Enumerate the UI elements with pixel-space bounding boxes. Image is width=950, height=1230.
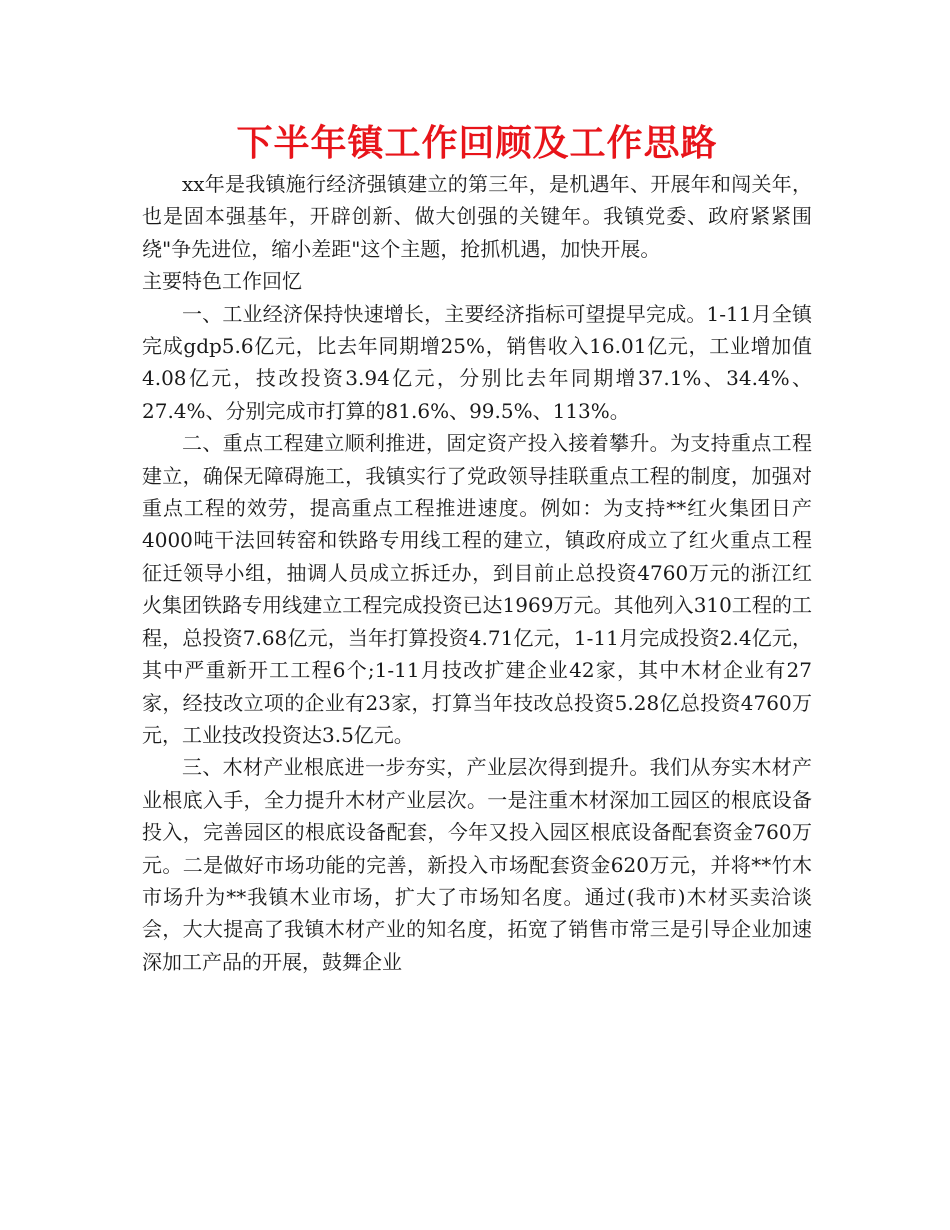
- paragraph-section-heading: 主要特色工作回忆: [142, 269, 302, 294]
- paragraph-industrial-economy: 一、工业经济保持快速增长，主要经济指标可望提早完成。1-11月全镇完成gdp5.6亿元，比去年同期增25%，销售收入16.01亿元，工业增加值4.08亿元，技改投资3.94亿元，分别比去年同期增37.1%、34.4%、27.4%、分别完成市打算的81.6%、99.5%、113%。: [142, 301, 812, 423]
- document-page: [142, 120, 812, 978]
- paragraph-intro: xx年是我镇施行经济强镇建立的第三年，是机遇年、开展年和闯关年，也是固本强基年，开辟创新、做大创强的关键年。我镇党委、政府紧紧围绕"争先进位，缩小差距"这个主题，抢抓机遇，加快开展。: [142, 172, 812, 261]
- paragraph-timber-industry: 三、木材产业根底进一步夯实，产业层次得到提升。我们从夯实木材产业根底入手，全力提升木材产业层次。一是注重木材深加工园区的根底设备投入，完善园区的根底设备配套，今年又投入园区根底设备配套资金760万元。二是做好市场功能的完善，新投入市场配套资金620万元，并将**竹木市场升为**我镇木业市场，扩大了市场知名度。通过(我市)木材买卖洽谈会，大大提高了我镇木材产业的知名度，拓宽了销售市常三是引导企业加速深加工产品的开展，鼓舞企业: [142, 755, 812, 974]
- document-title: 下半年镇工作回顾及工作思路: [236, 123, 718, 164]
- paragraph-key-projects: 二、重点工程建立顺利推进，固定资产投入接着攀升。为支持重点工程建立，确保无障碍施工，我镇实行了党政领导挂联重点工程的制度，加强对重点工程的效劳，提高重点工程推进速度。例如：为支持**红火集团日产4000吨干法回转窑和铁路专用线工程的建立，镇政府成立了红火重点工程征迁领导小组，抽调人员成立拆迁办，到目前止总投资4760万元的浙江红火集团铁路专用线建立工程完成投资已达1969万元。其他列入310工程的工程，总投资7.68亿元，当年打算投资4.71亿元，1-11月完成投资2.4亿元，其中严重新开工工程6个;1-11月技改扩建企业42家，其中木材企业有27家，经技改立项的企业有23家，打算当年技改总投资5.28亿总投资4760万元，工业技改投资达3.5亿元。: [142, 431, 812, 747]
- document-body: [142, 168, 812, 978]
